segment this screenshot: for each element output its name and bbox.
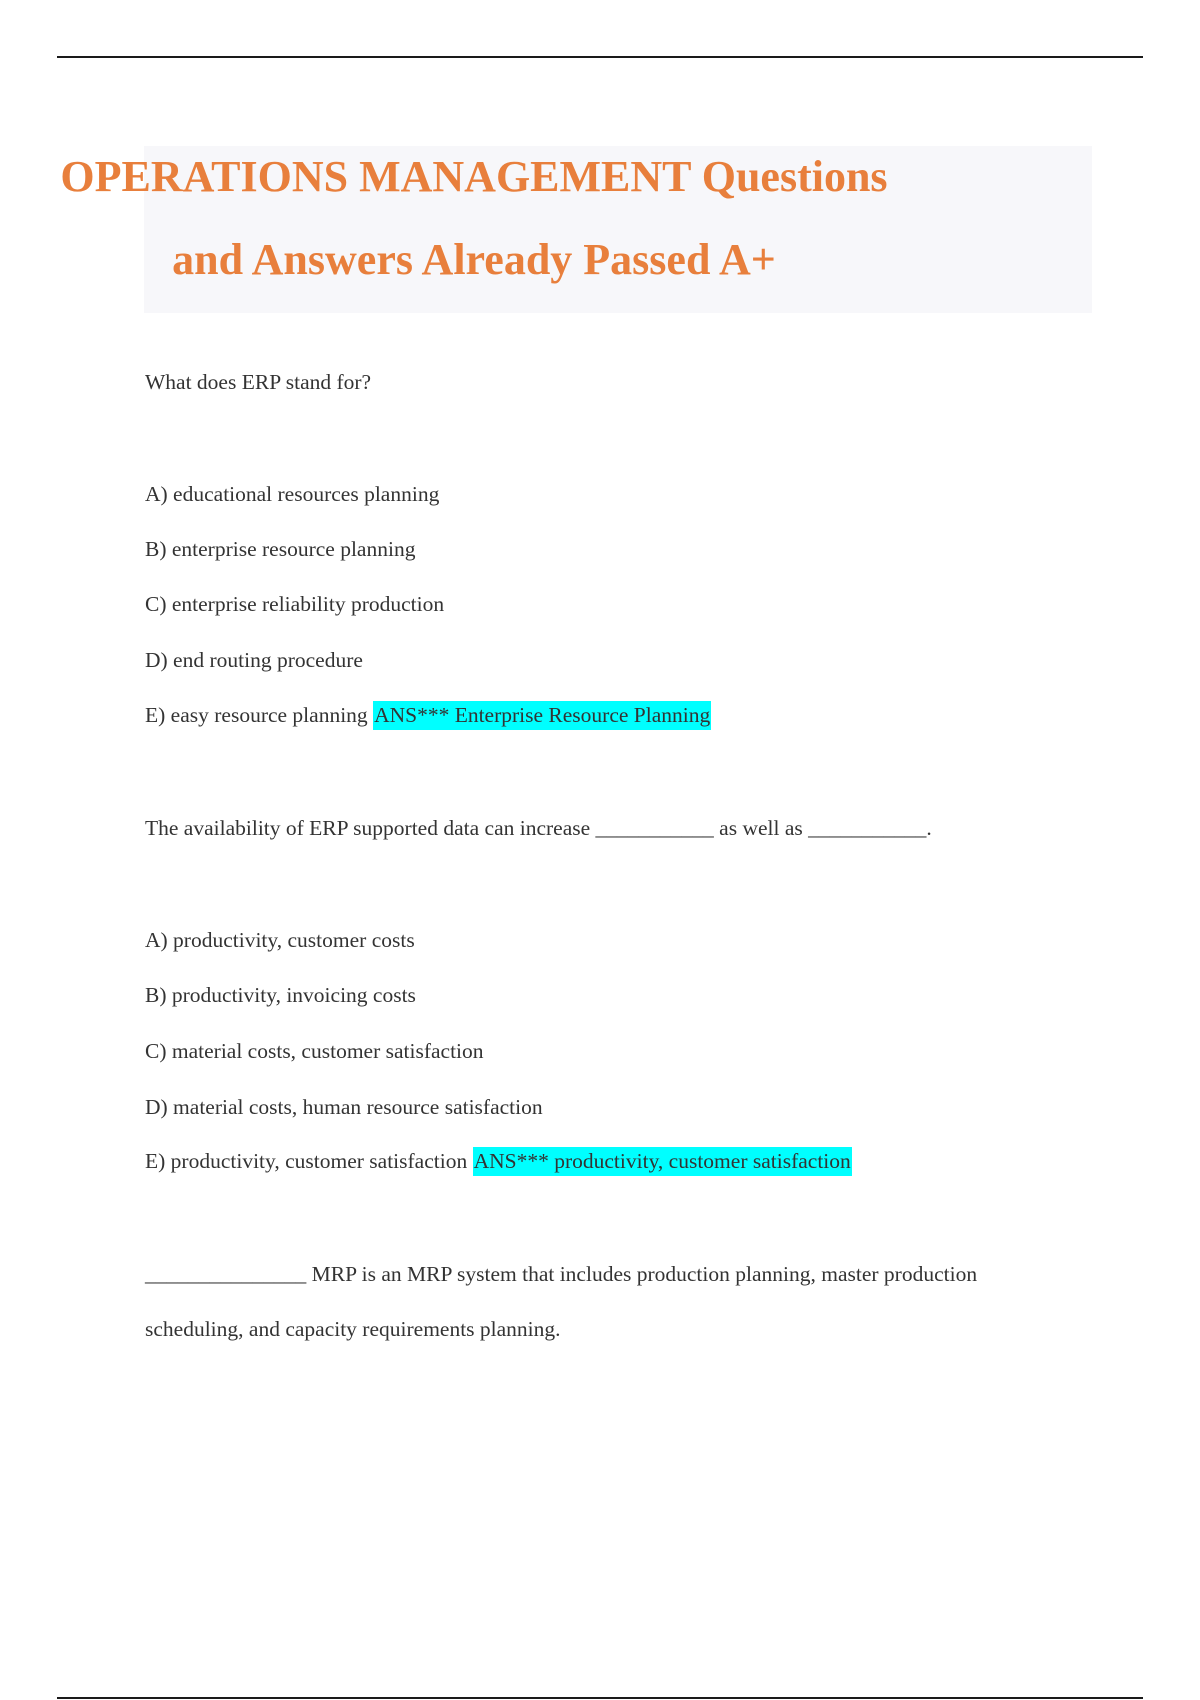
question-1-prompt: What does ERP stand for? bbox=[145, 370, 372, 394]
question-1-option-a: A) educational resources planning bbox=[145, 482, 440, 506]
question-2-option-c: C) material costs, customer satisfaction bbox=[145, 1039, 484, 1063]
question-2-prompt: The availability of ERP supported data can increase ___________ as well as ___________. bbox=[145, 816, 932, 840]
question-1-option-d: D) end routing procedure bbox=[145, 648, 363, 672]
question-2-answer: ANS*** productivity, customer satisfaction bbox=[473, 1147, 852, 1176]
question-2-option-d: D) material costs, human resource satisfaction bbox=[145, 1095, 543, 1119]
document-title-line-2: and Answers Already Passed A+ bbox=[172, 235, 776, 284]
footer-rule bbox=[57, 1697, 1143, 1699]
question-3-prompt-line-2: scheduling, and capacity requirements planning. bbox=[145, 1317, 561, 1341]
question-1-answer: ANS*** Enterprise Resource Planning bbox=[373, 701, 711, 730]
question-3-prompt-line-1: _______________ MRP is an MRP system that includes production planning, master production bbox=[145, 1262, 978, 1286]
question-2-option-a: A) productivity, customer costs bbox=[145, 928, 415, 952]
question-1-option-b: B) enterprise resource planning bbox=[145, 537, 416, 561]
question-1-option-e: E) easy resource planning bbox=[145, 703, 368, 727]
question-2-option-e-row bbox=[145, 1151, 852, 1173]
question-2-option-e: E) productivity, customer satisfaction bbox=[145, 1149, 468, 1173]
header-rule bbox=[57, 56, 1143, 58]
document-title-line-1: OPERATIONS MANAGEMENT Questions bbox=[60, 152, 888, 201]
question-1-option-c: C) enterprise reliability production bbox=[145, 592, 445, 616]
question-2-option-b: B) productivity, invoicing costs bbox=[145, 983, 416, 1007]
question-1-option-e-row bbox=[145, 705, 711, 727]
